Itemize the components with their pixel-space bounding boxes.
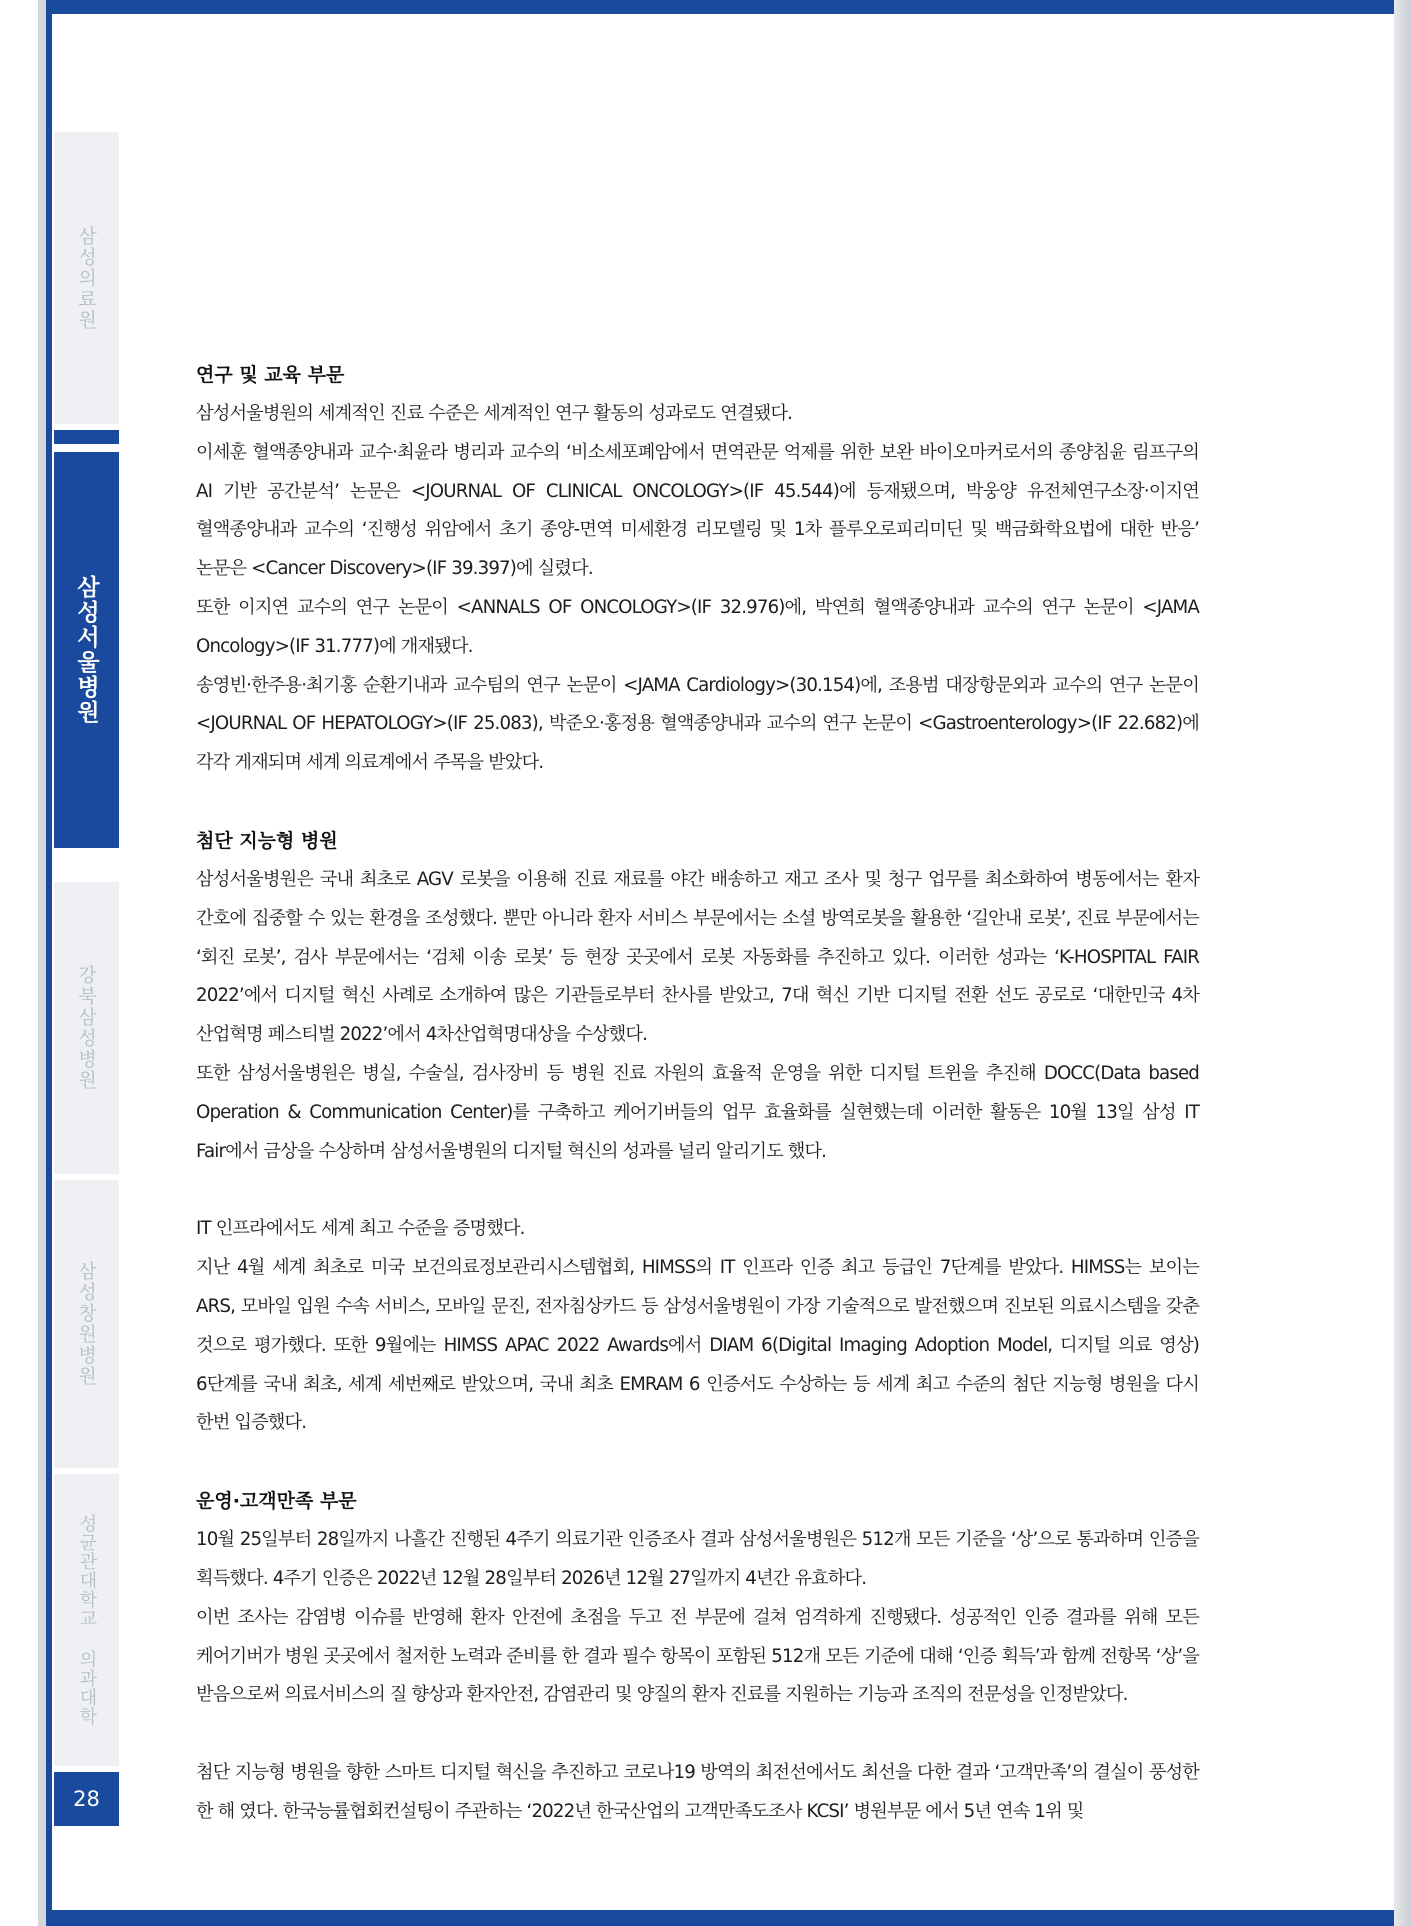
side-tab-kangbuk-samsung-hospital[interactable] (54, 882, 119, 1174)
paragraph: 이세훈 혈액종양내과 교수·최윤라 병리과 교수의 ‘비소세포폐암에서 면역관문 억제를 위한 보완 바이오마커로서의 종양침윤 림프구의 AI 기반 공간분석’ 논문은 <JOURNAL OF CLINICAL ONCOLOGY>(IF 45.544)에 등재됐으며, 박웅양 유전체연구소장·이지연 혈액종양내과 교수의 ‘진행성 위암에서 초기 종양-면역 미세환경 리모델링 및 1차 플루오로피리미딘 및 백금화학요법에 대한 반응’ 논문은 <Cancer Discovery>(IF 39.397)에 실렸다. (196, 441, 1199, 580)
section-smart-hospital (196, 822, 1199, 1171)
side-tab-label: 강북삼성병원 (75, 965, 97, 1091)
paragraph: 지난 4월 세계 최초로 미국 보건의료정보관리시스템협회, HIMSS의 IT 인프라 인증 최고 등급인 7단계를 받았다. HIMSS는 보이는 ARS, 모바일 입원 수속 서비스, 모바일 문진, 전자침상카드 등 삼성서울병원이 가장 기술적으로 발전했으며 진보된 의료시스템을 갖춘 것으로 평가했다. 또한 9월에는 HIMSS APAC 2022 Awards에서 DIAM 6(Digital Imaging Adoption Model, 디지털 의료 영상) 6단계를 국내 최초, 세계 세번째로 받았으며, 국내 최초 EMRAM 6 인증서도 수상하는 등 세계 최고 수준의 첨단 지능형 병원을 다시 한번 입증했다. (196, 1257, 1199, 1434)
paragraph: 삼성서울병원은 국내 최초로 AGV 로봇을 이용해 진료 재료를 야간 배송하고 재고 조사 및 청구 업무를 최소화하여 병동에서는 환자 간호에 집중할 수 있는 환경을 조성했다. 뿐만 아니라 환자 서비스 부문에서는 소셜 방역로봇을 활용한 ‘길안내 로봇’, 진료 부문에서는 ‘회진 로봇’, 검사 부문에서는 ‘검체 이송 로봇’ 등 현장 곳곳에서 로봇 자동화를 추진하고 있다. 이러한 성과는 ‘K-HOSPITAL FAIR 2022’에서 디지털 혁신 사례로 소개하여 많은 기관들로부터 찬사를 받았고, 7대 혁신 기반 디지털 전환 선도 공로로 ‘대한민국 4차 산업혁명 페스티벌 2022’에서 4차산업혁명대상을 수상했다. (196, 868, 1199, 1046)
side-tab-label: 삼성서울병원 (73, 575, 99, 725)
article-body (196, 356, 1199, 1871)
section-operations-customer-satisfaction (196, 1482, 1199, 1715)
side-tab-label: 성균관대학교 의과대학 (76, 1514, 98, 1726)
paragraph: 송영빈·한주용·최기홍 순환기내과 교수팀의 연구 논문이 <JAMA Cardiology>(30.154)에, 조용범 대장항문외과 교수의 연구 논문이 <JOURNAL OF HEPATOLOGY>(IF 25.083), 박준오·홍정용 혈액종양내과 교수의 연구 논문이 <Gastroenterology>(IF 22.682)에 각각 게재되며 세계 의료계에서 주목을 받았다. (196, 674, 1199, 774)
page-number: 28 (54, 1772, 119, 1826)
paragraph: IT 인프라에서도 세계 최고 수준을 증명했다. (196, 1218, 525, 1240)
frame-bottom-border (48, 1910, 1411, 1926)
section-research-education (196, 356, 1199, 783)
side-tab-label: 삼성창원병원 (75, 1261, 97, 1387)
page-edge-shadow (38, 0, 46, 1926)
section-heading: 첨단 지능형 병원 (196, 829, 338, 852)
paragraph: 이번 조사는 감염병 이슈를 반영해 환자 안전에 초점을 두고 전 부문에 걸쳐 엄격하게 진행됐다. 성공적인 인증 결과를 위해 모든 케어기버가 병원 곳곳에서 철저한 노력과 준비를 한 결과 필수 항목이 포함된 512개 모든 기준에 대해 ‘인증 획득’과 함께 전항목 ‘상’을 받음으로써 의료서비스의 질 향상과 환자안전, 감염관리 및 양질의 환자 진료를 지원하는 기능과 조직의 전문성을 인정받았다. (196, 1606, 1199, 1706)
section-customer-satisfaction-results (196, 1754, 1199, 1832)
paragraph: 삼성서울병원의 세계적인 진료 수준은 세계적인 연구 활동의 성과로도 연결됐다. (196, 403, 793, 424)
paragraph: 첨단 지능형 병원을 향한 스마트 디지털 혁신을 추진하고 코로나19 방역의 최전선에서도 최선을 다한 결과 ‘고객만족’의 결실이 풍성한 한 해 였다. 한국능률협회컨설팅이 주관하는 ‘2022년 한국산업의 고객만족도조사 KCSI’ 병원부문 에서 5년 연속 1위 및 (196, 1762, 1199, 1822)
side-tab-samsung-changwon-hospital[interactable] (54, 1180, 119, 1468)
side-tab-samsung-medical-center[interactable] (54, 132, 119, 424)
paragraph: 또한 이지연 교수의 연구 논문이 <ANNALS OF ONCOLOGY>(IF 32.976)에, 박연희 혈액종양내과 교수의 연구 논문이 <JAMA Oncology>(IF 31.777)에 개재됐다. (196, 596, 1199, 657)
section-heading: 연구 및 교육 부문 (196, 364, 345, 386)
frame-top-border (48, 0, 1411, 14)
section-it-infrastructure (196, 1210, 1199, 1443)
side-tab-samsung-seoul-hospital[interactable] (54, 452, 119, 848)
side-tab-skku-medicine[interactable] (54, 1474, 119, 1766)
section-heading: 운영·고객만족 부문 (196, 1490, 357, 1513)
paragraph: 또한 삼성서울병원은 병실, 수술실, 검사장비 등 병원 진료 자원의 효율적 운영을 위한 디지털 트윈을 추진해 DOCC(Data based Operation & Communication Center)를 구축하고 케어기버들의 업무 효율화를 실현했는데 이러한 활동은 10월 13일 삼성 IT Fair에서 금상을 수상하며 삼성서울병원의 디지털 혁신의 성과를 널리 알리기도 했다. (196, 1062, 1199, 1162)
side-tab-label: 삼성의료원 (75, 225, 97, 331)
paragraph: 10월 25일부터 28일까지 나흘간 진행된 4주기 의료기관 인증조사 결과 삼성서울병원은 512개 모든 기준을 ‘상’으로 통과하며 인증을 획득했다. 4주기 인증은 2022년 12월 28일부터 2026년 12월 27일까지 4년간 유효하다. (196, 1529, 1199, 1589)
page-curl-edge (1394, 0, 1411, 1926)
side-tab-accent (54, 430, 119, 444)
